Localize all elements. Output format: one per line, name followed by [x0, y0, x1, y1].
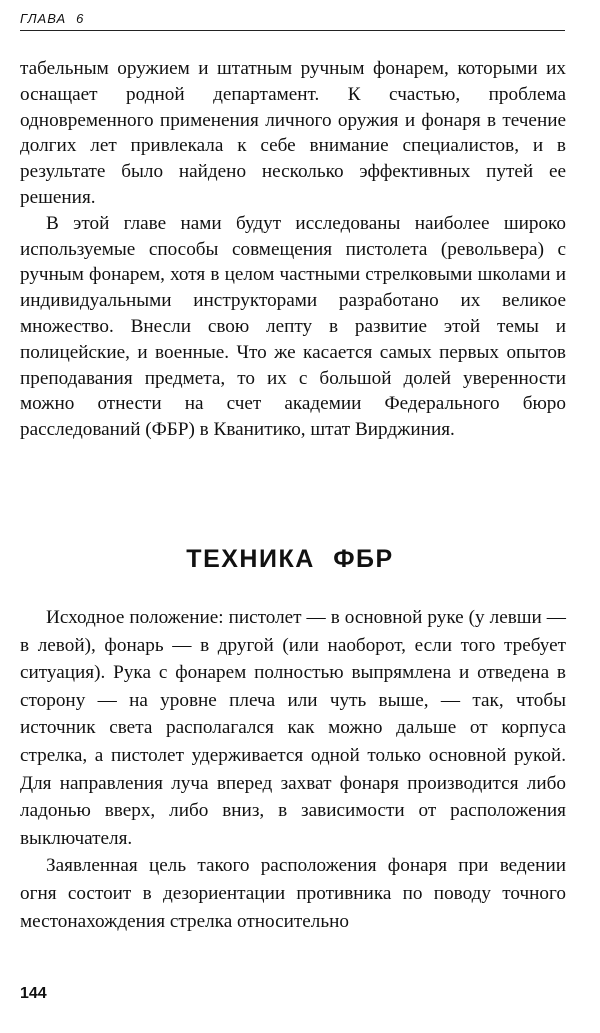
section-paragraph-2: Заявленная цель такого расположения фонаря при ведении огня состоит в дезориентации противника по поводу точного местонахождения стрелка относительно — [20, 855, 566, 932]
intro-paragraph-1: табельным оружием и штатным ручным фонарем, которыми их оснащает родной департамент. К счастью, проблема одновременного применения личного оружия и фонаря в течение долгих лет привлекала к себе внимание специалистов, и в результате было найдено несколько эффективных путей ее решения. — [20, 58, 566, 208]
chapter-label: ГЛАВА — [20, 11, 67, 26]
page-number: 144 — [20, 985, 47, 1002]
chapter-number: 6 — [76, 11, 85, 26]
section-paragraph-1: Исходное положение: пистолет — в основной руке (у левши — в левой), фонарь — в другой (или наоборот, если того требует ситуация). Рука с фонарем полностью выпрямлена и отведена в сторону — на уровне плеча или чуть выше, — так, чтобы источник света располагался как можно дальше от корпуса стрелка, а пистолет удерживается одной только основной рукой. Для направления луча вперед захват фонаря производится либо ладонью вверх, либо вниз, в зависимости от расположения выключателя. — [20, 607, 566, 849]
intro-text — [20, 56, 566, 443]
intro-paragraph-2: В этой главе нами будут исследованы наиболее широко используемые способы совмещения пистолета (револьвера) с ручным фонарем, хотя в целом частными стрелковыми школами и индивидуальными инструкторами разработано их великое множество. Внесли свою лепту в развитие этой темы и полицейские, и военные. Что же касается самых первых опытов преподавания предмета, то их с большой долей уверенности можно отнести на счет академии Федерального бюро расследований (ФБР) в Кванитико, штат Вирджиния. — [20, 212, 566, 441]
section-heading: ТЕХНИКА ФБР — [186, 545, 394, 573]
section-text — [20, 604, 566, 935]
running-head — [20, 10, 565, 31]
